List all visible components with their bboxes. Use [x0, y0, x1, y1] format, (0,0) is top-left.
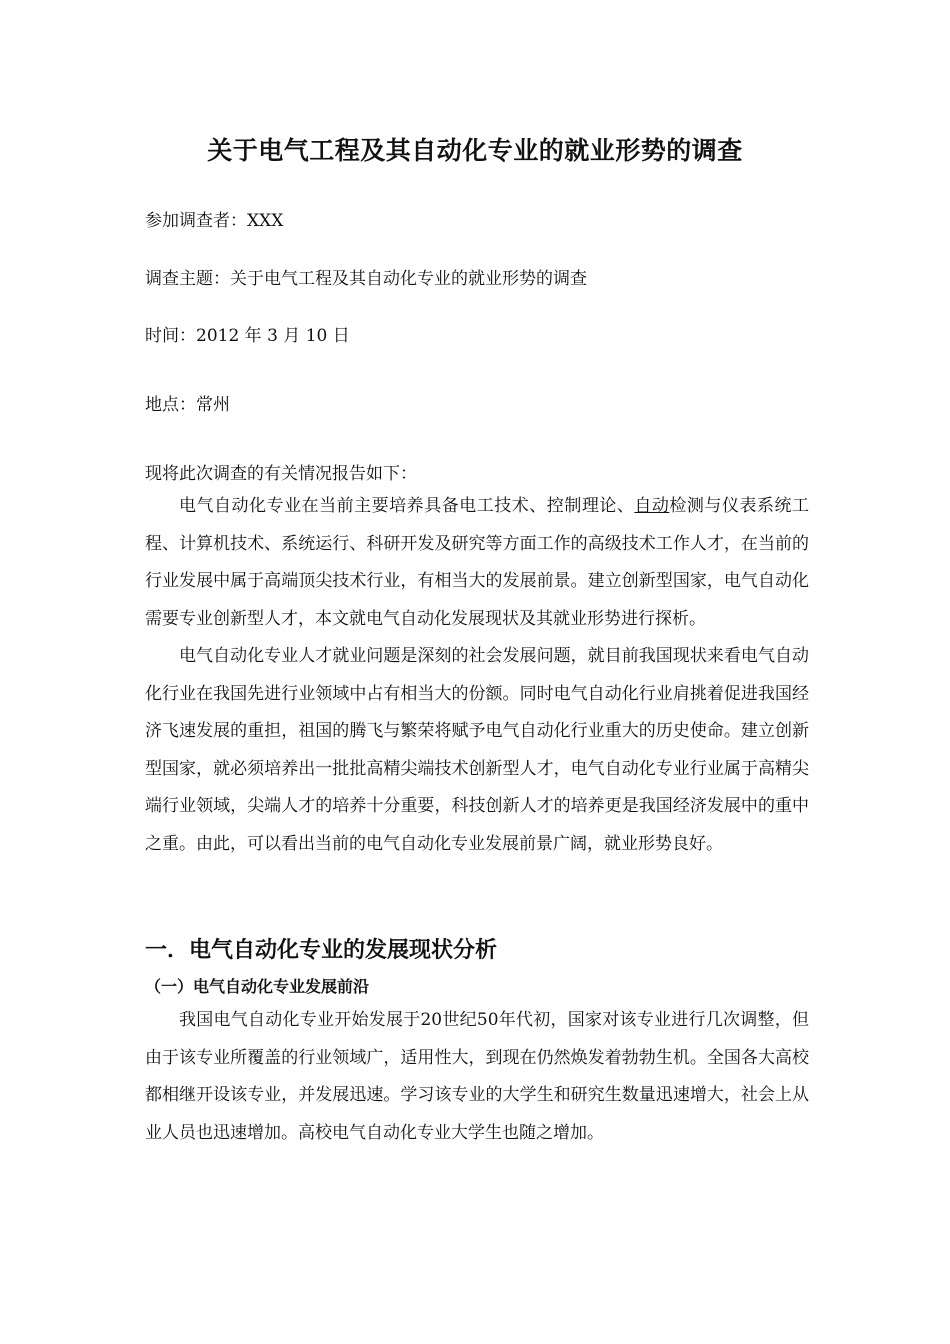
topic-line: 调查主题：关于电气工程及其自动化专业的就业形势的调查: [145, 269, 587, 289]
paragraph-2: 电气自动化专业人才就业问题是深刻的社会发展问题，就目前我国现状来看电气自动化行业在我国先进行业领域中占有相当大的份额。同时电气自动化行业肩挑着促进我国经济飞速发展的重担，祖国的腾飞与繁荣将赋予电气自动化行业重大的历史使命。建立创新型国家，就必须培养出一批批高精尖端技术创新型人才，电气自动化专业行业属于高精尖端行业领域，尖端人才的培养十分重要，科技创新人才的培养更是我国经济发展中的重中之重。由此，可以看出当前的电气自动化专业发展前景广阔，就业形势良好。: [145, 646, 809, 854]
participant-line: 参加调查者：XXX: [145, 211, 284, 231]
place-line: 地点：常州: [145, 395, 230, 415]
section-heading: 一．电气自动化专业的发展现状分析: [145, 938, 498, 963]
paragraph-1-rest: 检测与仪表系统工程、计算机技术、系统运行、科研开发及研究等方面工作的高级技术工作人才，在当前的行业发展中属于高端顶尖技术行业，有相当大的发展前景。建立创新型国家，电气自动化需要专业创新型人才，本文就电气自动化发展现状及其就业形势进行探析。: [145, 496, 810, 629]
paragraph-3: 我国电气自动化专业开始发展于20世纪50年代初，国家对该专业进行几次调整，但由于该专业所覆盖的行业领域广，适用性大，到现在仍然焕发着勃勃生机。全国各大高校都相继开设该专业，并发展迅速。学习该专业的大学生和研究生数量迅速增大，社会上从业人员也迅速增加。高校电气自动化专业大学生也随之增加。: [145, 1010, 809, 1143]
paragraph-1-start: 电气自动化专业在当前主要培养具备电工技术、控制理论、: [179, 496, 635, 516]
time-line: 时间：2012 年 3 月 10 日: [145, 326, 350, 346]
section-body: [145, 1002, 809, 1152]
underlined-term: 自动: [634, 496, 670, 516]
document-title: 关于电气工程及其自动化专业的就业形势的调查: [207, 136, 743, 165]
subsection-heading: （一）电气自动化专业发展前沿: [145, 977, 370, 996]
report-intro: 现将此次调查的有关情况报告如下：: [145, 464, 417, 484]
body-paragraphs: [145, 488, 809, 863]
paragraph-1: [145, 488, 809, 638]
